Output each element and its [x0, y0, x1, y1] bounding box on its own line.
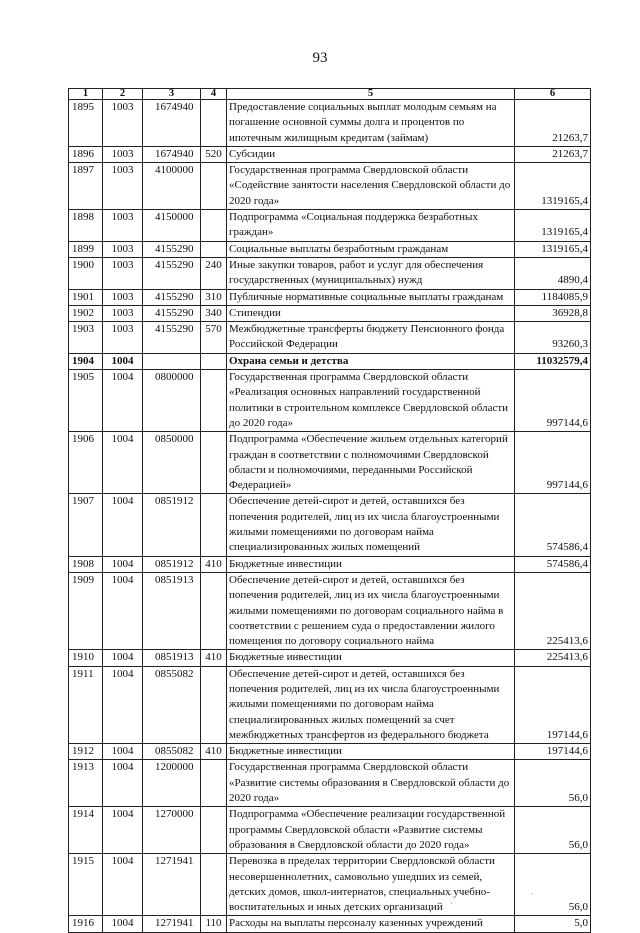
expense-type [201, 807, 227, 854]
row-description: Подпрограмма «Обеспечение жильем отдельных категорий граждан в соответствии с полномочиями Свердловской области и полномочиями, переданными Российской Федерацией» [227, 432, 515, 494]
expense-type: 570 [201, 322, 227, 354]
expense-type: 520 [201, 146, 227, 162]
table-row [69, 916, 591, 932]
section-code: 1004 [103, 353, 143, 369]
row-description: Подпрограмма «Социальная поддержка безработных граждан» [227, 210, 515, 242]
row-number: 1904 [69, 353, 103, 369]
row-description: Предоставление социальных выплат молодым семьям на погашение основной суммы долга и процентов по ипотечным жилищным кредитам (займам) [227, 100, 515, 147]
table-row [69, 807, 591, 854]
target-code [143, 353, 201, 369]
target-code: 4100000 [143, 163, 201, 210]
table-row [69, 289, 591, 305]
target-code: 0850000 [143, 432, 201, 494]
row-amount: 4890,4 [515, 257, 591, 289]
header-cell: 2 [103, 89, 143, 100]
expense-type: 410 [201, 744, 227, 760]
table-row [69, 744, 591, 760]
row-number: 1895 [69, 100, 103, 147]
header-cell: 4 [201, 89, 227, 100]
expense-type [201, 666, 227, 743]
row-description: Субсидии [227, 146, 515, 162]
table-row [69, 572, 591, 649]
table-row [69, 650, 591, 666]
row-amount: 21263,7 [515, 146, 591, 162]
expense-type [201, 241, 227, 257]
row-number: 1901 [69, 289, 103, 305]
row-description: Государственная программа Свердловской области «Развитие системы образования в Свердловской области до 2020 года» [227, 760, 515, 807]
table-row [69, 494, 591, 556]
target-code: 0851913 [143, 572, 201, 649]
row-amount: 1319165,4 [515, 210, 591, 242]
row-number: 1899 [69, 241, 103, 257]
target-code: 4155290 [143, 322, 201, 354]
row-description: Социальные выплаты безработным гражданам [227, 241, 515, 257]
row-number: 1905 [69, 370, 103, 432]
section-code: 1003 [103, 210, 143, 242]
row-description: Государственная программа Свердловской области «Реализация основных направлений государственной политики в строительном комплексе Свердловской области до 2020 года» [227, 370, 515, 432]
budget-table [68, 88, 591, 933]
table-row [69, 666, 591, 743]
row-number: 1900 [69, 257, 103, 289]
row-number: 1896 [69, 146, 103, 162]
table-row [69, 210, 591, 242]
section-code: 1004 [103, 650, 143, 666]
target-code: 1271941 [143, 916, 201, 932]
page-number: 93 [312, 50, 328, 66]
row-description: Стипендии [227, 305, 515, 321]
target-code: 0851912 [143, 494, 201, 556]
row-number: 1898 [69, 210, 103, 242]
target-code: 1270000 [143, 807, 201, 854]
row-description: Расходы на выплаты персоналу казенных учреждений [227, 916, 515, 932]
table-row [69, 432, 591, 494]
target-code: 4155290 [143, 257, 201, 289]
table-row [69, 241, 591, 257]
target-code: 0855082 [143, 666, 201, 743]
expense-type [201, 100, 227, 147]
row-amount: 225413,6 [515, 650, 591, 666]
row-description: Иные закупки товаров, работ и услуг для обеспечения государственных (муниципальных) нужд [227, 257, 515, 289]
row-amount: 5,0 [515, 916, 591, 932]
table-row [69, 146, 591, 162]
table-row [69, 163, 591, 210]
expense-type [201, 370, 227, 432]
header-cell: 1 [69, 89, 103, 100]
row-description: Бюджетные инвестиции [227, 650, 515, 666]
target-code: 0800000 [143, 370, 201, 432]
target-code: 4155290 [143, 289, 201, 305]
header-cell: 5 [227, 89, 515, 100]
row-number: 1906 [69, 432, 103, 494]
row-number: 1911 [69, 666, 103, 743]
row-amount: 197144,6 [515, 744, 591, 760]
row-description: Межбюджетные трансферты бюджету Пенсионного фонда Российской Федерации [227, 322, 515, 354]
target-code: 0851913 [143, 650, 201, 666]
row-description: Обеспечение детей-сирот и детей, оставшихся без попечения родителей, лиц из их числа благоустроенными жилыми помещениями по договорам найма специализированных жилых помещений за счет межбюджетных трансфертов из федерального бюджета [227, 666, 515, 743]
expense-type [201, 353, 227, 369]
header-cell: 3 [143, 89, 201, 100]
row-amount: 56,0 [515, 760, 591, 807]
table-row [69, 760, 591, 807]
row-number: 1902 [69, 305, 103, 321]
row-amount: 574586,4 [515, 494, 591, 556]
section-code: 1004 [103, 370, 143, 432]
row-description: Обеспечение детей-сирот и детей, оставшихся без попечения родителей, лиц из их числа благоустроенными жилыми помещениями по договорам социального найма в соответствии с решением суда о предоставлении жилого помещения по договору социального найма [227, 572, 515, 649]
section-code: 1003 [103, 257, 143, 289]
target-code: 4150000 [143, 210, 201, 242]
section-code: 1003 [103, 163, 143, 210]
table-row [69, 556, 591, 572]
target-code: 0851912 [143, 556, 201, 572]
row-amount: 997144,6 [515, 370, 591, 432]
section-code: 1003 [103, 100, 143, 147]
expense-type [201, 494, 227, 556]
row-amount: 36928,8 [515, 305, 591, 321]
row-amount: 997144,6 [515, 432, 591, 494]
section-code: 1004 [103, 432, 143, 494]
row-description: Государственная программа Свердловской области «Содействие занятости населения Свердловской области до 2020 года» [227, 163, 515, 210]
section-code: 1004 [103, 807, 143, 854]
section-code: 1004 [103, 854, 143, 916]
row-number: 1916 [69, 916, 103, 932]
row-number: 1907 [69, 494, 103, 556]
section-code: 1004 [103, 916, 143, 932]
scan-marks: · · · [450, 890, 572, 908]
row-amount: 56,0 [515, 854, 591, 916]
row-amount: 1319165,4 [515, 163, 591, 210]
row-amount: 574586,4 [515, 556, 591, 572]
row-number: 1903 [69, 322, 103, 354]
expense-type: 410 [201, 556, 227, 572]
expense-type: 410 [201, 650, 227, 666]
expense-type: 340 [201, 305, 227, 321]
row-number: 1910 [69, 650, 103, 666]
row-amount: 197144,6 [515, 666, 591, 743]
row-description: Подпрограмма «Обеспечение реализации государственной программы Свердловской области «Развитие системы образования в Свердловской области до 2020 года» [227, 807, 515, 854]
row-number: 1909 [69, 572, 103, 649]
row-description: Бюджетные инвестиции [227, 556, 515, 572]
section-code: 1004 [103, 556, 143, 572]
table-row [69, 322, 591, 354]
header-row [69, 89, 591, 100]
target-code: 1271941 [143, 854, 201, 916]
section-code: 1003 [103, 322, 143, 354]
section-code: 1004 [103, 744, 143, 760]
header-cell: 6 [515, 89, 591, 100]
row-description: Публичные нормативные социальные выплаты гражданам [227, 289, 515, 305]
section-code: 1004 [103, 760, 143, 807]
row-amount: 21263,7 [515, 100, 591, 147]
section-code: 1003 [103, 289, 143, 305]
expense-type [201, 760, 227, 807]
expense-type [201, 163, 227, 210]
row-number: 1914 [69, 807, 103, 854]
row-amount: 56,0 [515, 807, 591, 854]
row-description: Бюджетные инвестиции [227, 744, 515, 760]
target-code: 4155290 [143, 241, 201, 257]
target-code: 1674940 [143, 146, 201, 162]
row-description: Перевозка в пределах территории Свердловской области несовершеннолетних, самовольно ушедших из семей, детских домов, школ-интернатов, специальных учебно-воспитательных и иных детских организаций [227, 854, 515, 916]
row-number: 1912 [69, 744, 103, 760]
table-row [69, 305, 591, 321]
expense-type: 310 [201, 289, 227, 305]
row-number: 1915 [69, 854, 103, 916]
target-code: 0855082 [143, 744, 201, 760]
section-code: 1003 [103, 241, 143, 257]
expense-type: 240 [201, 257, 227, 289]
row-number: 1908 [69, 556, 103, 572]
row-number: 1897 [69, 163, 103, 210]
row-amount: 1319165,4 [515, 241, 591, 257]
expense-type [201, 210, 227, 242]
row-description: Обеспечение детей-сирот и детей, оставшихся без попечения родителей, лиц из их числа благоустроенными жилыми помещениями по договорам найма специализированных жилых помещений [227, 494, 515, 556]
table-row [69, 257, 591, 289]
target-code: 1674940 [143, 100, 201, 147]
expense-type: 110 [201, 916, 227, 932]
section-code: 1004 [103, 494, 143, 556]
row-amount: 225413,6 [515, 572, 591, 649]
row-number: 1913 [69, 760, 103, 807]
target-code: 4155290 [143, 305, 201, 321]
table-row [69, 370, 591, 432]
table-row [69, 100, 591, 147]
expense-type [201, 572, 227, 649]
row-amount: 93260,3 [515, 322, 591, 354]
section-code: 1004 [103, 572, 143, 649]
expense-type [201, 854, 227, 916]
row-description: Охрана семьи и детства [227, 353, 515, 369]
section-code: 1004 [103, 666, 143, 743]
row-amount: 1184085,9 [515, 289, 591, 305]
section-code: 1003 [103, 305, 143, 321]
target-code: 1200000 [143, 760, 201, 807]
row-amount: 11032579,4 [515, 353, 591, 369]
expense-type [201, 432, 227, 494]
section-code: 1003 [103, 146, 143, 162]
table-row [69, 353, 591, 369]
